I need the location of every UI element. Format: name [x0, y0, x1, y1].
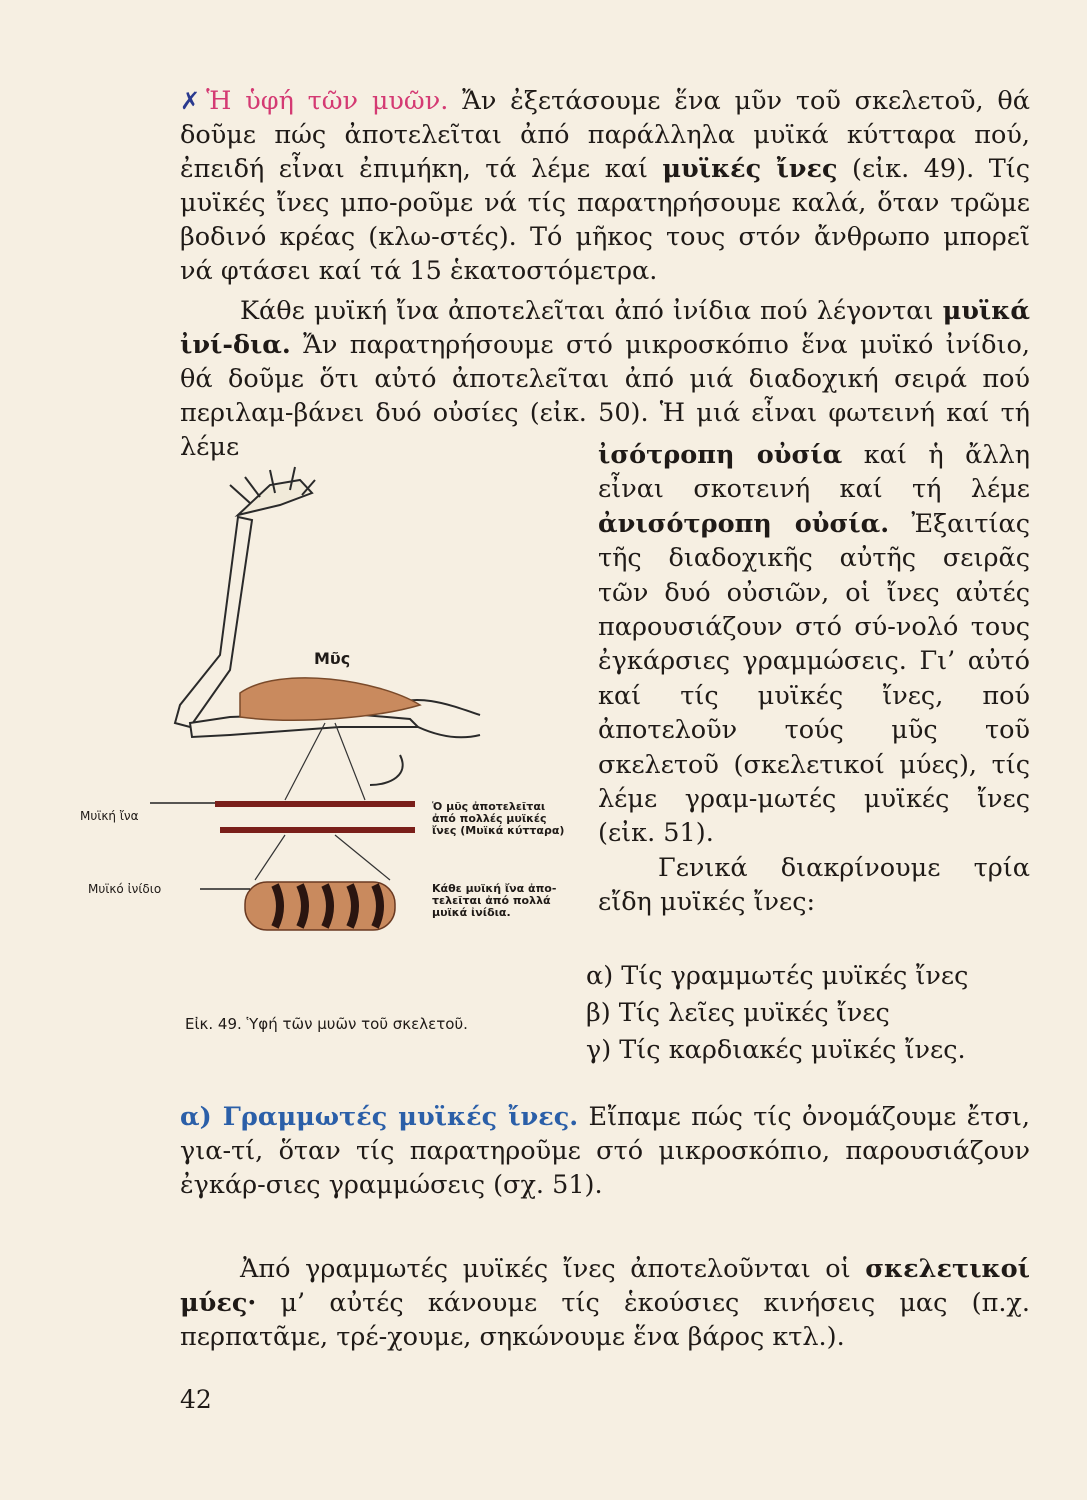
types-intro: Γενικά διακρίνουμε τρία εἴδη μυϊκές ἴνες:	[598, 852, 1030, 918]
list-item: β) Τίς λεῖες μυϊκές ἴνες	[586, 998, 890, 1028]
note-fibrils: Κάθε μυϊκή ἴνα ἀπο-τελεῖται ἀπό πολλά μυϊκά ἰνίδια.	[432, 882, 557, 919]
figure-caption: Εἰκ. 49. Ὑφή τῶν μυῶν τοῦ σκελετοῦ.	[185, 1015, 468, 1033]
fiber-bar-2	[220, 827, 415, 833]
right-column-text: ἰσότροπη οὐσία καί ἡ ἄλλη εἶναι σκοτεινή καί τή λέμε ἀνισότροπη οὐσία. Ἐξαιτίας τῆς διαδοχικῆς αὐτῆς σειρᾶς τῶν δυό οὐσιῶν, οἱ ἴνες αὐτές παρουσιάζουν στό σύ-νολό τους ἐγκάρσιες γραμμώσεις. Γι’ αὐτό καί τίς μυϊκές ἴνες, πού ἀποτελοῦν τούς μῦς τοῦ σκελετοῦ (σκελετικοί μύες), τίς λέμε γραμ-μωτές μυϊκές ἴνες (εἰκ. 51). Γενικά διακρίνουμε τρία εἴδη μυϊκές ἴνες:	[598, 438, 1030, 920]
fibril-label: Μυϊκό ἰνίδιο	[88, 882, 162, 896]
muscle-shape	[240, 678, 420, 720]
paragraph-skeletal-muscles: Ἀπό γραμμωτές μυϊκές ἴνες ἀποτελοῦνται οἱ σκελετικοί μύες· μ’ αὐτές κάνουμε τίς ἑκούσιες κινήσεις μας (π.χ. περπατᾶμε, τρέ-χουμε, σηκώνουμε ἕνα βάρος κτλ.).	[180, 1254, 1030, 1352]
fiber-bar-1	[215, 801, 415, 807]
page-number: 42	[180, 1385, 212, 1414]
figure-muscle-structure	[80, 455, 580, 965]
fiber-label: Μυϊκή ἴνα	[80, 809, 139, 823]
section-title-striated: α) Γραμμωτές μυϊκές ἴνες.	[180, 1102, 579, 1132]
list-item: γ) Τίς καρδιακές μυϊκές ἴνες.	[586, 1035, 966, 1065]
muscle-label: Μῦς	[314, 649, 351, 668]
paragraph-striated: α) Γραμμωτές μυϊκές ἴνες. Εἴπαμε πώς τίς ὀνομάζουμε ἔτσι, για-τί, ὅταν τίς παρατηροῦμε στό μικροσκόπιο, παρουσιάζουν ἐγκάρ-σιες γραμμώσεις (σχ. 51).	[180, 1102, 1030, 1200]
paragraph-myofibrils: Κάθε μυϊκή ἴνα ἀποτελεῖται ἀπό ἰνίδια πού λέγονται μυϊκά ἰνί-δια. Ἄν παρατηρήσουμε στό μικροσκόπιο ἕνα μυϊκό ἰνίδιο, θά δοῦμε ὅτι αὐτό ἀποτελεῖται ἀπό μιά διαδοχική σειρά πού περιλαμ-βάνει δυό οὐσίες (εἰκ. 50). Ἡ μιά εἶναι φωτεινή καί τή λέμε	[180, 296, 1030, 462]
fiber-types-list	[586, 958, 968, 1069]
check-mark-icon: ✗	[180, 87, 201, 115]
list-item: α) Τίς γραμμωτές μυϊκές ἴνες	[586, 961, 969, 991]
paragraph-muscle-texture: ✗ Ἡ ὑφή τῶν μυῶν. Ἄν ἐξετάσουμε ἕνα μῦν τοῦ σκελετοῦ, θά δοῦμε πώς ἀποτελεῖται ἀπό παράλληλα μυϊκά κύτταρα πού, ἐπειδή εἶναι ἐπιμήκη, τά λέμε καί μυϊκές ἴνες (εἰκ. 49). Τίς μυϊκές ἴνες μπο-ροῦμε νά τίς παρατηρήσουμε καλά, ὅταν τρῶμε βοδινό κρέας (κλω-στές). Τό μῆκος τους στόν ἄνθρωπο μπορεῖ νά φτάσει καί τά 15 ἑκατοστόμετρα.	[180, 86, 1030, 286]
note-muscle-fibers: Ὁ μῦς ἀποτελεῖται ἀπό πολλές μυϊκές ἴνες (Μυϊκά κύτταρα)	[432, 800, 565, 837]
section-title-muscle-texture: Ἡ ὑφή τῶν μυῶν.	[206, 86, 449, 116]
